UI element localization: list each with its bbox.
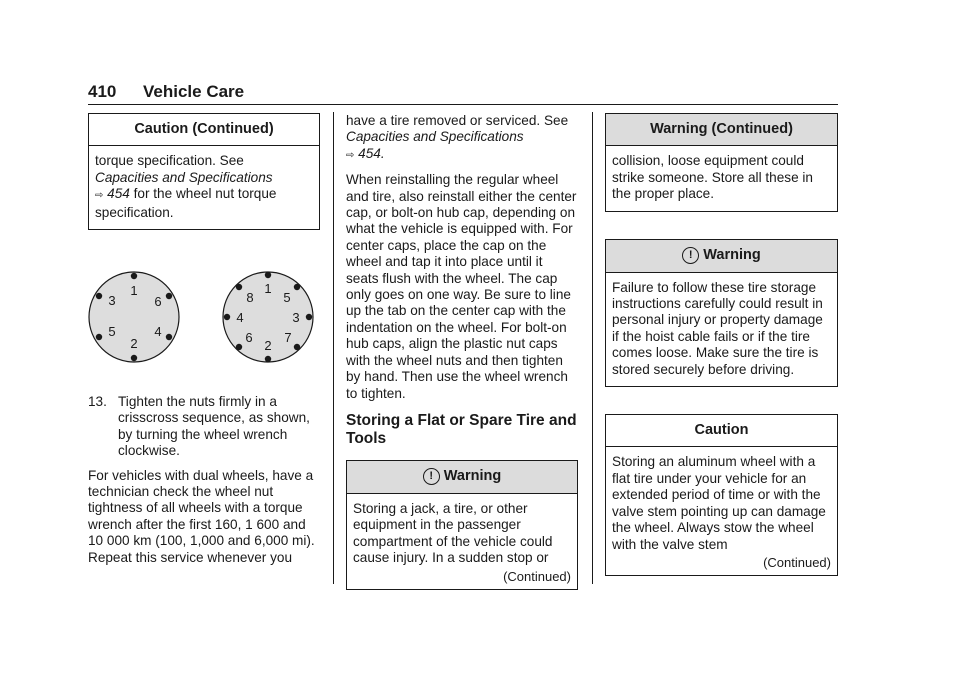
- step-number: 13.: [88, 394, 107, 409]
- reinstall-paragraph: When reinstalling the regular wheel and tire, also reinstall either the center cap, or bolt-on hub cap, depending on what the vehicle is equipped with. For center caps, place the cap on the wheel and tap it into place until it seats flush with the wheel. The cap only goes on one way. Be sure to line up the tab on the center cap with the indentation on the wheel. For bolt-on hub caps, align the plastic nut caps with the wheel nuts and then tighten by hand. Then use the wheel wrench to tighten.: [346, 172, 577, 401]
- lug-label: 3: [108, 293, 116, 308]
- warning-continued-box: [605, 113, 838, 212]
- wheel-eight-lug: [223, 272, 313, 362]
- lug-label: 1: [130, 283, 138, 298]
- warning-body: [347, 494, 577, 569]
- lug-label: 2: [264, 338, 272, 353]
- warning-icon: !: [682, 247, 699, 264]
- continued-label: (Continued): [763, 554, 831, 570]
- lug-label: 5: [108, 324, 116, 339]
- dual-wheels-paragraph: For vehicles with dual wheels, have a technician check the wheel nut tightness of all wheels with a torque wrench after the first 160, 1 600 and 10 000 km (100, 1,000 and 6,000 mi). Repeat this service whenever you: [88, 467, 315, 565]
- page-ref-454-2[interactable]: 454.: [358, 145, 385, 161]
- warning-continued-body: [606, 146, 837, 210]
- caution-title: Caution: [606, 415, 837, 447]
- column-3: [605, 113, 838, 576]
- column-1-lower: [88, 394, 320, 574]
- warning-text: Storing a jack, a tire, or other equipment in the passenger compartment of the vehicle could cause injury. In a sudden stop or: [353, 500, 553, 566]
- lug-label: 5: [283, 290, 291, 305]
- warning-continued-text: collision, loose equipment could strike someone. Store all these in the proper place.: [612, 153, 813, 202]
- column-divider-2: [592, 112, 593, 584]
- caution-text: Storing an aluminum wheel with a flat tire under your vehicle for an extended period of time or with the valve stem pointing up can damage the wheel. Always stow the wheel with the valve stem: [612, 454, 826, 552]
- wheel-diagram-svg: [88, 265, 320, 373]
- step-13: [88, 394, 320, 460]
- warning2-text: Failure to follow these tire storage instructions carefully could result in personal injury or property damage if the hoist cable fails or if the tire comes loose. Make sure the tire is stored securely before driving.: [612, 279, 823, 377]
- warning-icon: !: [423, 468, 440, 485]
- page-number: 410: [88, 82, 117, 101]
- lug-label: 1: [264, 281, 272, 296]
- page-ref-arrow-icon: ⇨: [95, 190, 104, 202]
- caution-box: [605, 414, 838, 576]
- page-ref-arrow-icon-2: ⇨: [346, 149, 355, 161]
- lug-label: 3: [292, 310, 300, 325]
- caution-continued-box: [88, 113, 320, 230]
- caution-line1: torque specification. See: [95, 153, 244, 169]
- warning-continued-title: Warning (Continued): [606, 114, 837, 146]
- lug-label: 2: [130, 336, 138, 351]
- lug-label: 6: [245, 330, 253, 345]
- caution-continued-title: Caution (Continued): [89, 114, 319, 146]
- warning-box-2: [605, 239, 838, 387]
- caution-tail: for the wheel nut torque specification.: [95, 186, 277, 220]
- wheel-six-lug: [89, 272, 179, 362]
- caution-body: [606, 447, 837, 554]
- step-text: Tighten the nuts firmly in a crisscross sequence, as shown, by turning the wheel wrench clockwise.: [118, 394, 310, 459]
- header-rule: [88, 104, 838, 105]
- section-title: Vehicle Care: [143, 82, 245, 101]
- lug-label: 8: [246, 290, 254, 305]
- continued-label: (Continued): [503, 568, 571, 584]
- para1-start: have a tire removed or serviced. See: [346, 113, 569, 128]
- column-1: [88, 113, 320, 230]
- lug-label: 6: [154, 294, 162, 309]
- warning-title-row: [347, 461, 577, 494]
- page-header: [88, 82, 838, 104]
- page-ref-454[interactable]: 454: [107, 186, 130, 202]
- storing-subheading: Storing a Flat or Spare Tire and Tools: [346, 411, 577, 447]
- caution-continued-body: [89, 146, 319, 229]
- column-2: [346, 113, 578, 590]
- warning2-body: [606, 273, 837, 386]
- reference-paragraph: [346, 113, 578, 164]
- capacities-link[interactable]: Capacities and Specifications: [95, 169, 273, 185]
- lug-nut-sequence-illustration: [88, 265, 320, 373]
- capacities-link-2[interactable]: Capacities and Specifications: [346, 129, 524, 145]
- column-divider-1: [333, 112, 334, 584]
- warning2-title: Warning: [703, 246, 761, 263]
- lug-label: 7: [284, 330, 292, 345]
- warning-box: [346, 460, 578, 590]
- lug-label: 4: [154, 324, 162, 339]
- lug-label: 4: [236, 310, 244, 325]
- warning2-title-row: [606, 240, 837, 273]
- warning-title: Warning: [443, 467, 502, 484]
